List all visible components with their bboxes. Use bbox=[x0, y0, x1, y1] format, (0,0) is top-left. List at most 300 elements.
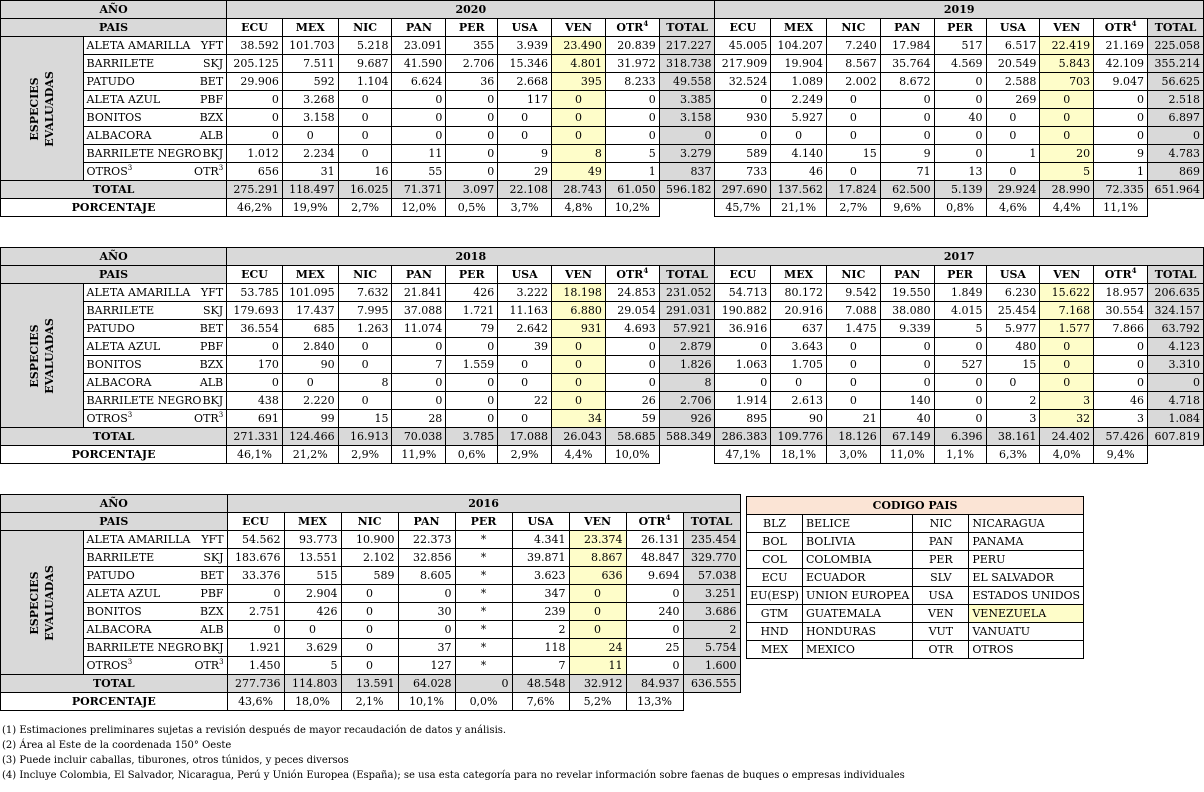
species-code: PBF bbox=[200, 587, 224, 600]
empty-cell bbox=[683, 693, 740, 711]
total-col-header: TOTAL bbox=[659, 19, 715, 37]
species-name: BONITOS bbox=[86, 111, 142, 124]
country-header-usa bbox=[986, 19, 1040, 37]
total-row bbox=[1, 675, 741, 693]
cell-2019-ven: 20 bbox=[1040, 145, 1094, 163]
cell-2017-usa: 0 bbox=[986, 374, 1040, 392]
species-name: BARRILETE NEGRO bbox=[86, 641, 202, 654]
ano-label: AÑO bbox=[1, 248, 227, 266]
code-row bbox=[747, 623, 1084, 641]
table-row bbox=[1, 410, 1204, 428]
species-code-footnote: 3 bbox=[218, 164, 224, 172]
total-2018-0: 271.331 bbox=[227, 428, 283, 446]
cell-2019-total: 56.625 bbox=[1148, 73, 1204, 91]
percentage-row bbox=[1, 446, 1204, 464]
country-header-otr bbox=[605, 266, 659, 284]
total-2017-4: 6.396 bbox=[934, 428, 986, 446]
porcentaje-row-label: PORCENTAJE bbox=[1, 693, 228, 711]
total-2020-5: 22.108 bbox=[498, 181, 552, 199]
country-header-per bbox=[934, 266, 986, 284]
cell-2018-pan: 37.088 bbox=[392, 302, 446, 320]
cell-2018-per: 0 bbox=[446, 338, 498, 356]
country-code: MEX bbox=[295, 268, 325, 281]
cell-2019-otr: 0 bbox=[1094, 109, 1148, 127]
species-name-footnote: 3 bbox=[127, 164, 133, 172]
pct-2017-4: 1,1% bbox=[934, 446, 986, 464]
cell-2016-usa: 4.341 bbox=[512, 531, 569, 549]
codigo-pais-table bbox=[746, 496, 1084, 659]
country-code: PER bbox=[947, 21, 973, 34]
cell-2019-otr: 9.047 bbox=[1094, 73, 1148, 91]
country-code: GTM bbox=[747, 605, 803, 623]
species-name: ALBACORA bbox=[86, 623, 152, 636]
cell-2018-mex: 17.437 bbox=[282, 302, 338, 320]
pct-2016-5: 7,6% bbox=[512, 693, 569, 711]
cell-2018-ven: 0 bbox=[552, 356, 606, 374]
country-header-nic bbox=[338, 266, 392, 284]
cell-2019-ven: 22.419 bbox=[1040, 37, 1094, 55]
country-code: ECU bbox=[242, 515, 269, 528]
country-header-ven bbox=[552, 266, 606, 284]
country-code: NIC bbox=[357, 515, 382, 528]
cell-2018-nic: 0 bbox=[338, 356, 392, 374]
total-2016-1: 114.803 bbox=[284, 675, 341, 693]
total-2017-6: 24.402 bbox=[1040, 428, 1094, 446]
cell-2018-otr: 0 bbox=[605, 338, 659, 356]
code-row bbox=[747, 587, 1084, 605]
country-header-otr bbox=[626, 513, 683, 531]
cell-2020-nic: 9.687 bbox=[338, 55, 392, 73]
cell-2018-pan: 11.074 bbox=[392, 320, 446, 338]
total-row-label: TOTAL bbox=[1, 181, 227, 199]
cell-2019-pan: 0 bbox=[880, 91, 934, 109]
cell-2020-otr: 8.233 bbox=[605, 73, 659, 91]
cell-2018-otr: 0 bbox=[605, 356, 659, 374]
cell-2018-ven: 0 bbox=[552, 374, 606, 392]
country-header-pan bbox=[392, 266, 446, 284]
country-code: ECU bbox=[729, 21, 757, 34]
country-name: ESTADOS UNIDOS bbox=[969, 587, 1084, 605]
cell-2017-nic: 0 bbox=[826, 338, 880, 356]
pais-label: PAIS bbox=[1, 513, 228, 531]
cell-2019-usa: 0 bbox=[986, 163, 1040, 181]
otr-footnote-mark: 4 bbox=[643, 266, 649, 275]
table-row bbox=[1, 356, 1204, 374]
cell-2020-usa: 0 bbox=[498, 127, 552, 145]
country-name: ECUADOR bbox=[803, 569, 913, 587]
table-row bbox=[1, 603, 741, 621]
cell-2017-ven: 3 bbox=[1040, 392, 1094, 410]
total-2020-6: 28.743 bbox=[552, 181, 606, 199]
cell-2019-total: 225.058 bbox=[1148, 37, 1204, 55]
especies-evaluadas-label bbox=[1, 37, 84, 181]
country-code: OTR bbox=[1104, 268, 1132, 281]
species-name: ALETA AMARILLA bbox=[86, 286, 191, 299]
cell-2019-per: 0 bbox=[934, 127, 986, 145]
cell-2020-ecu: 0 bbox=[227, 91, 283, 109]
cell-2019-nic: 15 bbox=[826, 145, 880, 163]
cell-2019-pan: 9 bbox=[880, 145, 934, 163]
country-code: OTR bbox=[616, 268, 644, 281]
cell-2017-pan: 140 bbox=[880, 392, 934, 410]
country-code: OTR bbox=[616, 21, 644, 34]
cell-2020-total: 49.558 bbox=[659, 73, 715, 91]
cell-2018-usa: 39 bbox=[498, 338, 552, 356]
cell-2020-mex: 3.158 bbox=[282, 109, 338, 127]
cell-2016-mex: 3.629 bbox=[284, 639, 341, 657]
cell-2019-ven: 5 bbox=[1040, 163, 1094, 181]
cell-2018-otr: 24.853 bbox=[605, 284, 659, 302]
cell-2019-otr: 0 bbox=[1094, 91, 1148, 109]
cell-2017-usa: 3 bbox=[986, 410, 1040, 428]
country-code: MEX bbox=[784, 268, 814, 281]
cell-2019-nic: 0 bbox=[826, 163, 880, 181]
species-code-footnote: 3 bbox=[218, 411, 224, 419]
cell-2017-usa: 2 bbox=[986, 392, 1040, 410]
total-2019-5: 29.924 bbox=[986, 181, 1040, 199]
total-col-header: TOTAL bbox=[659, 266, 715, 284]
cell-2018-ecu: 0 bbox=[227, 374, 283, 392]
species-code: YFT bbox=[200, 39, 224, 52]
species-label bbox=[83, 55, 227, 73]
cell-2020-ecu: 29.906 bbox=[227, 73, 283, 91]
country-code: PAN bbox=[894, 268, 921, 281]
empty-cell bbox=[659, 446, 715, 464]
table-row bbox=[1, 585, 741, 603]
cell-2020-usa: 2.668 bbox=[498, 73, 552, 91]
cell-2020-total: 0 bbox=[659, 127, 715, 145]
cell-2019-mex: 0 bbox=[771, 127, 827, 145]
cell-2016-per: * bbox=[455, 585, 512, 603]
country-name: VENEZUELA bbox=[969, 605, 1084, 623]
cell-2018-ecu: 691 bbox=[227, 410, 283, 428]
total-2018-4: 3.785 bbox=[446, 428, 498, 446]
code-row bbox=[747, 551, 1084, 569]
group-line-1: ESPECIES bbox=[27, 76, 41, 141]
total-2020-0: 275.291 bbox=[227, 181, 283, 199]
cell-2016-nic: 0 bbox=[341, 639, 398, 657]
cell-2017-ecu: 0 bbox=[715, 338, 771, 356]
cell-2019-ven: 703 bbox=[1040, 73, 1094, 91]
cell-2018-pan: 0 bbox=[392, 374, 446, 392]
species-label bbox=[83, 163, 227, 181]
cell-2016-pan: 22.373 bbox=[398, 531, 455, 549]
country-name: HONDURAS bbox=[803, 623, 913, 641]
cell-2018-otr: 29.054 bbox=[605, 302, 659, 320]
species-label bbox=[83, 37, 227, 55]
species-code: SKJ bbox=[203, 551, 224, 564]
cell-2016-ecu: 0 bbox=[227, 585, 284, 603]
cell-2018-ecu: 53.785 bbox=[227, 284, 283, 302]
table-row bbox=[1, 392, 1204, 410]
pct-2017-3: 11,0% bbox=[880, 446, 934, 464]
species-code: OTR bbox=[194, 165, 219, 178]
species-code: BZX bbox=[199, 111, 224, 124]
cell-2017-otr: 30.554 bbox=[1094, 302, 1148, 320]
country-header-per bbox=[455, 513, 512, 531]
cell-2017-per: 0 bbox=[934, 338, 986, 356]
pct-2020-4: 0,5% bbox=[446, 199, 498, 217]
cell-2018-nic: 7.632 bbox=[338, 284, 392, 302]
table-row bbox=[1, 55, 1204, 73]
year-header-2017: 2017 bbox=[715, 248, 1204, 266]
species-label bbox=[83, 302, 227, 320]
cell-2019-ven: 5.843 bbox=[1040, 55, 1094, 73]
cell-2017-otr: 0 bbox=[1094, 338, 1148, 356]
cell-2017-total: 0 bbox=[1148, 374, 1204, 392]
cell-2018-pan: 21.841 bbox=[392, 284, 446, 302]
cell-2019-otr: 0 bbox=[1094, 127, 1148, 145]
country-header-mex bbox=[284, 513, 341, 531]
group-line-2: EVALUADAS bbox=[42, 317, 56, 394]
cell-2016-total: 1.600 bbox=[683, 657, 740, 675]
cell-2018-total: 1.826 bbox=[659, 356, 715, 374]
species-code: PBF bbox=[200, 93, 224, 106]
species-name: BONITOS bbox=[86, 358, 142, 371]
cell-2017-pan: 38.080 bbox=[880, 302, 934, 320]
species-name: ALETA AZUL bbox=[86, 587, 161, 600]
cell-2016-ecu: 183.676 bbox=[227, 549, 284, 567]
country-code: EU(ESP) bbox=[747, 587, 803, 605]
species-code: ALB bbox=[199, 376, 224, 389]
cell-2019-usa: 1 bbox=[986, 145, 1040, 163]
cell-2017-total: 324.157 bbox=[1148, 302, 1204, 320]
cell-2016-usa: 118 bbox=[512, 639, 569, 657]
species-name: ALBACORA bbox=[86, 129, 152, 142]
cell-2017-per: 0 bbox=[934, 410, 986, 428]
cell-2019-mex: 5.927 bbox=[771, 109, 827, 127]
cell-2019-total: 2.518 bbox=[1148, 91, 1204, 109]
species-name-footnote: 3 bbox=[127, 658, 133, 666]
cell-2020-otr: 0 bbox=[605, 91, 659, 109]
country-header-usa bbox=[512, 513, 569, 531]
table-row bbox=[1, 374, 1204, 392]
cell-2016-per: * bbox=[455, 621, 512, 639]
pct-2018-6: 4,4% bbox=[552, 446, 606, 464]
total-2018-3: 70.038 bbox=[392, 428, 446, 446]
cell-2016-ven: 11 bbox=[569, 657, 626, 675]
cell-2018-nic: 15 bbox=[338, 410, 392, 428]
cell-2016-usa: 3.623 bbox=[512, 567, 569, 585]
country-code: ECU bbox=[747, 569, 803, 587]
total-2018-1: 124.466 bbox=[282, 428, 338, 446]
cell-2016-total: 57.038 bbox=[683, 567, 740, 585]
species-label bbox=[83, 145, 227, 163]
cell-2019-total: 6.897 bbox=[1148, 109, 1204, 127]
cell-2017-mex: 0 bbox=[771, 374, 827, 392]
cell-2019-nic: 8.567 bbox=[826, 55, 880, 73]
species-label bbox=[83, 127, 227, 145]
cell-2019-total: 4.783 bbox=[1148, 145, 1204, 163]
country-name: COLOMBIA bbox=[803, 551, 913, 569]
species-code: OTR bbox=[194, 412, 219, 425]
species-label bbox=[83, 657, 227, 675]
cell-2017-pan: 0 bbox=[880, 338, 934, 356]
cell-2016-ven: 0 bbox=[569, 621, 626, 639]
pct-2019-1: 21,1% bbox=[771, 199, 827, 217]
cell-2019-per: 0 bbox=[934, 73, 986, 91]
cell-2020-mex: 31 bbox=[282, 163, 338, 181]
cell-2016-ecu: 0 bbox=[227, 621, 284, 639]
cell-2018-total: 231.052 bbox=[659, 284, 715, 302]
cell-2018-total: 2.879 bbox=[659, 338, 715, 356]
pct-2018-7: 10,0% bbox=[605, 446, 659, 464]
cell-2019-otr: 1 bbox=[1094, 163, 1148, 181]
species-label bbox=[83, 284, 227, 302]
cell-2018-usa: 11.163 bbox=[498, 302, 552, 320]
cell-2018-ecu: 0 bbox=[227, 338, 283, 356]
cell-2020-pan: 55 bbox=[392, 163, 446, 181]
cell-2020-nic: 1.104 bbox=[338, 73, 392, 91]
cell-2020-ecu: 38.592 bbox=[227, 37, 283, 55]
cell-2016-nic: 0 bbox=[341, 603, 398, 621]
cell-2016-total: 5.754 bbox=[683, 639, 740, 657]
cell-2020-pan: 23.091 bbox=[392, 37, 446, 55]
total-2019-0: 297.690 bbox=[715, 181, 771, 199]
group-label-text bbox=[27, 318, 57, 394]
table-row bbox=[1, 73, 1204, 91]
footnotes bbox=[2, 723, 905, 783]
pct-2019-2: 2,7% bbox=[826, 199, 880, 217]
cell-2018-ven: 34 bbox=[552, 410, 606, 428]
species-name: OTROS bbox=[86, 412, 128, 425]
total-2019-1: 137.562 bbox=[771, 181, 827, 199]
total-2018-5: 17.088 bbox=[498, 428, 552, 446]
cell-2017-nic: 0 bbox=[826, 374, 880, 392]
cell-2017-mex: 80.172 bbox=[771, 284, 827, 302]
group-label-text bbox=[27, 71, 57, 147]
table-row bbox=[1, 567, 741, 585]
cell-2020-total: 3.385 bbox=[659, 91, 715, 109]
cell-2020-nic: 0 bbox=[338, 145, 392, 163]
pct-2016-2: 2,1% bbox=[341, 693, 398, 711]
cell-2018-per: 1.721 bbox=[446, 302, 498, 320]
year-header-2020: 2020 bbox=[227, 1, 715, 19]
footnote-1: (1) Estimaciones preliminares sujetas a revisión después de mayor recaudación de datos y análisis. bbox=[2, 725, 507, 736]
cell-2017-ven: 0 bbox=[1040, 356, 1094, 374]
cell-2020-total: 3.158 bbox=[659, 109, 715, 127]
country-header-pan bbox=[880, 266, 934, 284]
cell-2016-pan: 30 bbox=[398, 603, 455, 621]
cell-2017-ecu: 1.063 bbox=[715, 356, 771, 374]
country-name: VANUATU bbox=[969, 623, 1084, 641]
cell-2019-nic: 2.002 bbox=[826, 73, 880, 91]
pct-2017-0: 47,1% bbox=[715, 446, 771, 464]
cell-2016-nic: 0 bbox=[341, 657, 398, 675]
cell-2018-ven: 18.198 bbox=[552, 284, 606, 302]
country-code: PAN bbox=[405, 268, 432, 281]
pct-2018-4: 0,6% bbox=[446, 446, 498, 464]
percentage-row bbox=[1, 693, 741, 711]
species-code: BET bbox=[199, 322, 224, 335]
country-header-usa bbox=[498, 19, 552, 37]
species-code: BET bbox=[200, 569, 224, 582]
pct-2018-1: 21,2% bbox=[282, 446, 338, 464]
cell-2016-mex: 5 bbox=[284, 657, 341, 675]
cell-2016-mex: 515 bbox=[284, 567, 341, 585]
cell-2018-ecu: 438 bbox=[227, 392, 283, 410]
cell-2020-mex: 0 bbox=[282, 127, 338, 145]
group-line-1: ESPECIES bbox=[27, 570, 41, 635]
species-code: YFT bbox=[201, 533, 224, 546]
cell-2019-ecu: 45.005 bbox=[715, 37, 771, 55]
cell-2018-per: 0 bbox=[446, 392, 498, 410]
empty-cell bbox=[1148, 446, 1204, 464]
country-code: PER bbox=[947, 268, 973, 281]
species-code: BKJ bbox=[202, 394, 224, 407]
country-name: MEXICO bbox=[803, 641, 913, 659]
total-2020-7: 61.050 bbox=[605, 181, 659, 199]
country-code: USA bbox=[511, 21, 538, 34]
total-2018-6: 26.043 bbox=[552, 428, 606, 446]
table-row bbox=[1, 163, 1204, 181]
cell-2018-mex: 685 bbox=[282, 320, 338, 338]
species-name: PATUDO bbox=[86, 569, 135, 582]
cell-2019-usa: 0 bbox=[986, 127, 1040, 145]
species-name: BARRILETE bbox=[86, 57, 155, 70]
country-code: USA bbox=[999, 268, 1026, 281]
cell-2020-nic: 0 bbox=[338, 109, 392, 127]
cell-2020-usa: 117 bbox=[498, 91, 552, 109]
total-2017-7: 57.426 bbox=[1094, 428, 1148, 446]
cell-2017-per: 0 bbox=[934, 374, 986, 392]
otr-footnote-mark: 4 bbox=[1131, 19, 1137, 28]
country-header-usa bbox=[986, 266, 1040, 284]
species-label bbox=[83, 356, 227, 374]
species-label bbox=[83, 392, 227, 410]
total-row bbox=[1, 428, 1204, 446]
cell-2018-mex: 2.220 bbox=[282, 392, 338, 410]
cell-2016-per: * bbox=[455, 657, 512, 675]
cell-2018-per: 1.559 bbox=[446, 356, 498, 374]
pct-2019-4: 0,8% bbox=[934, 199, 986, 217]
country-code: USA bbox=[511, 268, 538, 281]
country-header-otr bbox=[1094, 19, 1148, 37]
cell-2016-usa: 239 bbox=[512, 603, 569, 621]
species-name: BARRILETE bbox=[86, 304, 155, 317]
ano-label: AÑO bbox=[1, 495, 228, 513]
cell-2016-otr: 0 bbox=[626, 585, 683, 603]
table-row bbox=[1, 284, 1204, 302]
cell-2017-otr: 7.866 bbox=[1094, 320, 1148, 338]
table-row bbox=[1, 338, 1204, 356]
cell-2020-ecu: 656 bbox=[227, 163, 283, 181]
cell-2018-nic: 7.995 bbox=[338, 302, 392, 320]
cell-2018-nic: 1.263 bbox=[338, 320, 392, 338]
total-2017-0: 286.383 bbox=[715, 428, 771, 446]
cell-2020-per: 0 bbox=[446, 163, 498, 181]
country-code: USA bbox=[527, 515, 554, 528]
cell-2019-mex: 1.089 bbox=[771, 73, 827, 91]
cell-2017-per: 5 bbox=[934, 320, 986, 338]
total-2017-1: 109.776 bbox=[771, 428, 827, 446]
total-2018-8: 588.349 bbox=[659, 428, 715, 446]
cell-2016-otr: 240 bbox=[626, 603, 683, 621]
cell-2020-usa: 3.939 bbox=[498, 37, 552, 55]
cell-2020-pan: 0 bbox=[392, 109, 446, 127]
country-name: BELICE bbox=[803, 515, 913, 533]
cell-2020-mex: 101.703 bbox=[282, 37, 338, 55]
country-code: PAN bbox=[405, 21, 432, 34]
country-code: PER bbox=[470, 515, 497, 528]
cell-2017-nic: 0 bbox=[826, 392, 880, 410]
species-label bbox=[83, 410, 227, 428]
cell-2017-ven: 0 bbox=[1040, 374, 1094, 392]
species-name: OTROS bbox=[86, 659, 128, 672]
country-header-mex bbox=[282, 266, 338, 284]
species-code: BZX bbox=[199, 605, 224, 618]
cell-2019-pan: 0 bbox=[880, 127, 934, 145]
